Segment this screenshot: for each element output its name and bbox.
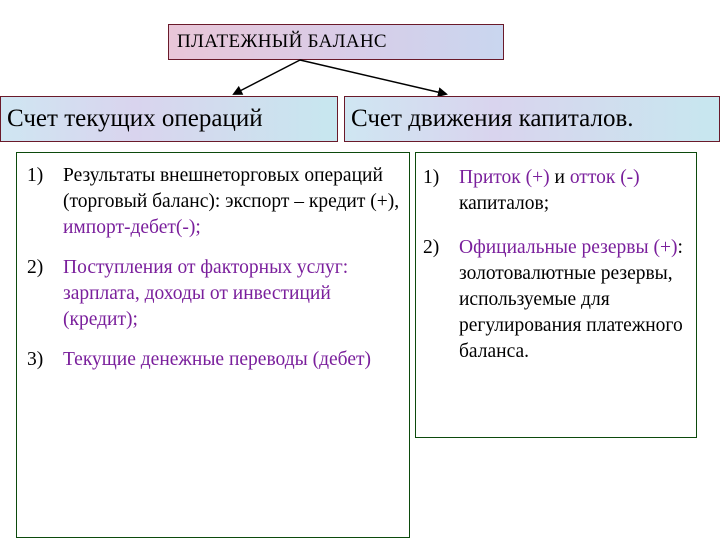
current-account-item — [27, 255, 403, 333]
arrow-to-capital-account — [300, 60, 446, 94]
item-text: капиталов; — [459, 193, 550, 214]
current-account-header — [0, 96, 338, 142]
capital-account-panel — [415, 152, 697, 438]
item-text: и — [549, 167, 570, 188]
capital-account-label: Счет движения капиталов. — [351, 105, 634, 132]
item-text: импорт-дебет(-); — [63, 217, 201, 238]
arrow-to-current-account — [234, 60, 300, 94]
item-number: 2) — [423, 237, 440, 258]
item-text: Официальные резервы (+) — [459, 237, 678, 258]
item-number: 1) — [27, 165, 44, 186]
item-text: Результаты внешнеторговых операций (торговый баланс): экспорт – кредит (+), — [63, 165, 400, 212]
item-text: Текущие денежные переводы (дебет) — [63, 349, 372, 370]
item-text: Приток (+) — [459, 167, 550, 188]
item-text: отток (-) — [569, 167, 640, 188]
item-number: 2) — [27, 257, 44, 278]
item-number: 3) — [27, 349, 44, 370]
current-account-panel — [16, 152, 410, 538]
item-text: : золотовалютные резервы, используемые для регулирования платежного баланса. — [459, 237, 683, 362]
current-account-item — [27, 163, 403, 241]
capital-account-header — [344, 96, 720, 142]
title-text: ПЛАТЕЖНЫЙ БАЛАНС — [177, 31, 387, 52]
capital-account-item — [423, 235, 690, 365]
current-account-list — [17, 153, 409, 373]
current-account-item — [27, 347, 403, 373]
current-account-label: Счет текущих операций — [7, 105, 263, 132]
item-number: 1) — [423, 167, 440, 188]
capital-account-item — [423, 165, 690, 217]
item-text: Поступления от факторных услуг: зарплата, доходы от инвестиций (кредит); — [63, 257, 349, 330]
capital-account-list — [416, 153, 696, 365]
